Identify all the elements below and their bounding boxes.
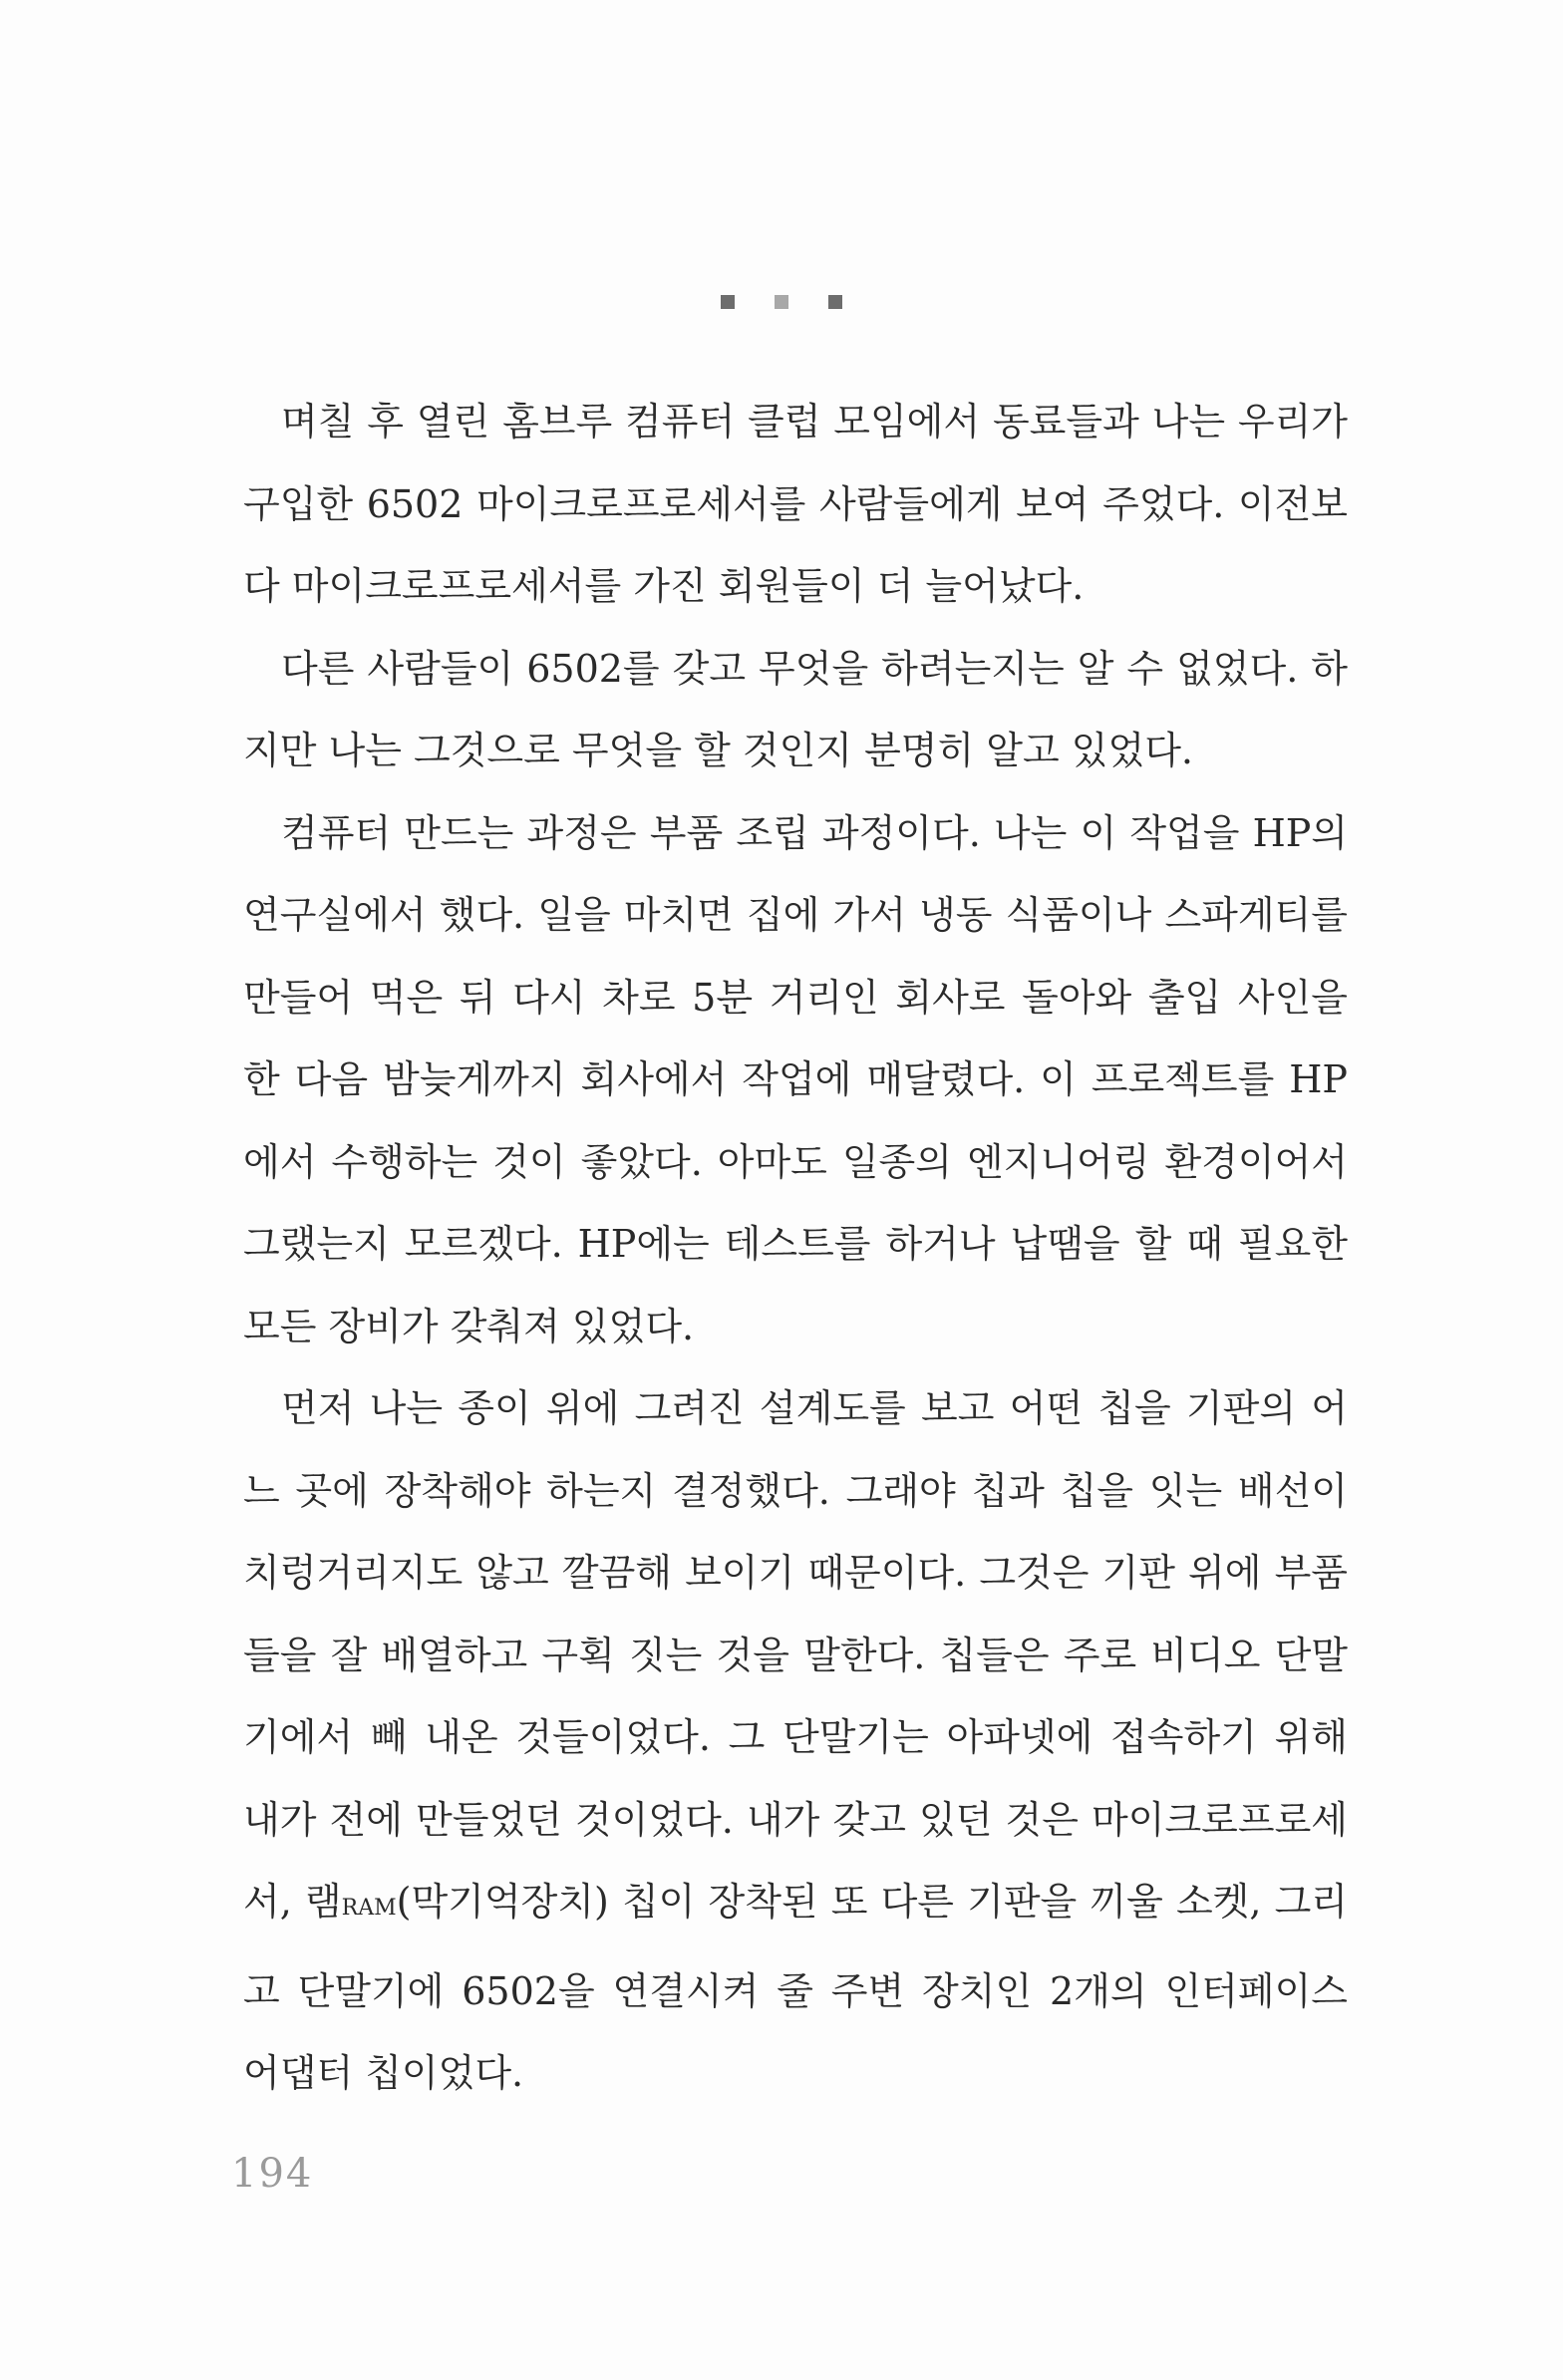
paragraph: 다른 사람들이 6502를 갖고 무엇을 하려는지는 알 수 없었다. 하지만 나는 그것으로 무엇을 할 것인지 분명히 알고 있었다. bbox=[243, 646, 1348, 772]
paragraph: 며칠 후 열린 홈브루 컴퓨터 클럽 모임에서 동료들과 나는 우리가 구입한 6502 마이크로프로세서를 사람들에게 보여 주었다. 이전보다 마이크로프로세서를 가진 회원들이 더 늘어났다. bbox=[243, 400, 1348, 608]
ornament-square bbox=[721, 295, 735, 309]
ornament-square bbox=[775, 295, 788, 309]
paragraph-text: (막기억장치) 칩이 장착된 또 다른 기판을 끼울 소켓, 그리고 단말기에 6502을 연결시켜 줄 주변 장치인 2개의 인터페이스 어댑터 칩이었다. bbox=[243, 1880, 1348, 2095]
paragraph bbox=[243, 1367, 1348, 2115]
ram-small-caps: RAM bbox=[341, 1896, 397, 1921]
paragraph-text: 먼저 나는 종이 위에 그려진 설계도를 보고 어떤 칩을 기판의 어느 곳에 장착해야 하는지 결정했다. 그래야 칩과 칩을 잇는 배선이 치렁거리지도 않고 깔끔해 보이기 때문이다. 그것은 기판 위에 부품들을 잘 배열하고 구획 짓는 것을 말한다. 칩들은 주로 비디오 단말기에서 빼 내온 것들이었다. 그 단말기는 아파넷에 접속하기 위해 내가 전에 만들었던 것이었다. 내가 갖고 있던 것은 마이크로프로세서, 램 bbox=[243, 1386, 1348, 1924]
paragraph: 컴퓨터 만드는 과정은 부품 조립 과정이다. 나는 이 작업을 HP의 연구실에서 했다. 일을 마치면 집에 가서 냉동 식품이나 스파게티를 만들어 먹은 뒤 다시 차로 5분 거리인 회사로 돌아와 출입 사인을 한 다음 밤늦게까지 회사에서 작업에 매달렸다. 이 프로젝트를 HP에서 수행하는 것이 좋았다. 아마도 일종의 엔지니어링 환경이어서 그랬는지 모르겠다. HP에는 테스트를 하거나 납땜을 할 때 필요한 모든 장비가 갖춰져 있었다. bbox=[243, 810, 1348, 1348]
body-text bbox=[243, 381, 1348, 2115]
page-number: 194 bbox=[231, 2151, 314, 2197]
ornament-square bbox=[828, 295, 842, 309]
section-break-ornament bbox=[0, 295, 1563, 309]
